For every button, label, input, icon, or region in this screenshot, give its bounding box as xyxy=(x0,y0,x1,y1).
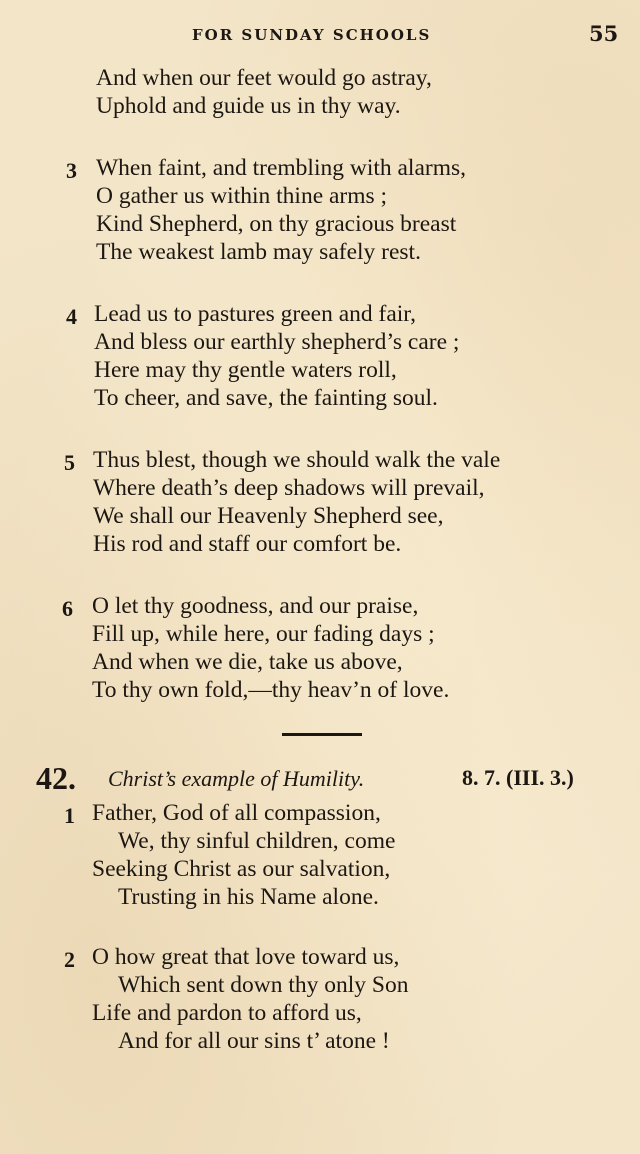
running-title: FOR SUNDAY SCHOOLS xyxy=(192,26,432,44)
verse-line: Where death’s deep shadows will prevail, xyxy=(93,475,485,501)
verse-line: Fill up, while here, our fading days ; xyxy=(92,621,435,647)
verse-line: O how great that love toward us, xyxy=(92,944,400,970)
verse-line: Thus blest, though we should walk the vale xyxy=(93,447,501,473)
verse-line: Here may thy gentle waters roll, xyxy=(94,357,397,383)
verse-line: The weakest lamb may safely rest. xyxy=(96,239,421,265)
stanza-number: 1 xyxy=(64,803,75,828)
page-number: 55 xyxy=(589,21,619,46)
verse-line: Life and pardon to afford us, xyxy=(92,1000,362,1026)
verse-line: When faint, and trembling with alarms, xyxy=(96,155,467,181)
stanza-number: 5 xyxy=(64,450,75,475)
verse-line: Seeking Christ as our salvation, xyxy=(92,856,391,882)
stanza-number: 4 xyxy=(66,304,77,329)
verse-line: His rod and staff our comfort be. xyxy=(93,531,402,557)
verse-line: Lead us to pastures green and fair, xyxy=(94,301,417,327)
verse-line: And when we die, take us above, xyxy=(92,649,403,675)
stanza-number: 2 xyxy=(64,947,75,972)
verse-line: We shall our Heavenly Shepherd see, xyxy=(93,503,444,529)
stanza-number: 3 xyxy=(66,158,77,183)
verse-line: To cheer, and save, the fainting soul. xyxy=(94,385,438,411)
section-divider xyxy=(282,733,362,736)
verse-line: Which sent down thy only Son xyxy=(118,972,409,998)
verse-line: O gather us within thine arms ; xyxy=(96,183,388,209)
verse-line: And when our feet would go astray, xyxy=(96,65,432,91)
verse-line: Father, God of all compassion, xyxy=(92,800,381,826)
verse-line: Uphold and guide us in thy way. xyxy=(96,93,401,119)
verse-line: Kind Shepherd, on thy gracious breast xyxy=(96,211,457,237)
hymn-title: Christ’s example of Humility. xyxy=(108,766,365,791)
verse-line: And bless our earthly shepherd’s care ; xyxy=(94,329,460,355)
hymn-number: 42. xyxy=(36,760,76,796)
stanza-number: 6 xyxy=(62,596,73,621)
verse-line: And for all our sins t’ atone ! xyxy=(118,1028,390,1054)
verse-line: Trusting in his Name alone. xyxy=(118,884,379,910)
verse-line: O let thy goodness, and our praise, xyxy=(92,593,419,619)
hymn-meter: 8. 7. (III. 3.) xyxy=(462,765,574,790)
verse-line: To thy own fold,—thy heav’n of love. xyxy=(92,677,450,703)
verse-line: We, thy sinful children, come xyxy=(118,828,396,854)
